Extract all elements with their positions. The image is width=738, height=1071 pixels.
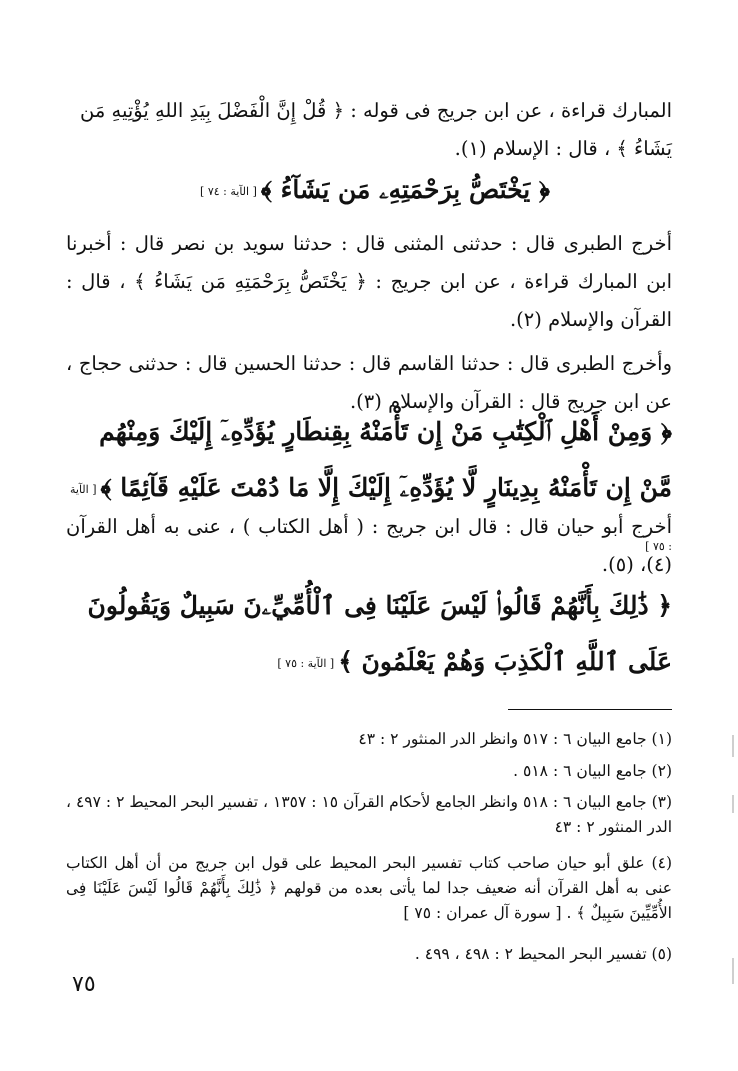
paragraph-2: أخرج الطبرى قال : حدثنى المثنى قال : حدثنا سويد بن نصر قال : أخبرنا ابن المبارك قراءة ، عن ابن جريج : ﴿ يَخْتَصُّ بِرَحْمَتِهِ مَن يَشَاءُ ﴾ ، قال : القرآن والإسلام (٢). (66, 232, 672, 331)
footnote-separator (508, 709, 672, 710)
verse-74 (190, 162, 550, 220)
verse-74-ref: [ الآية : ٧٤ ] (200, 184, 257, 198)
footnote-1: (١) جامع البيان ٦ : ٥١٧ وانظر الدر المنثور ٢ : ٤٣ (358, 730, 672, 748)
page-number: ٧٥ (72, 972, 96, 997)
scan-mark (732, 958, 734, 984)
verse-75b (66, 578, 672, 692)
paragraph-4: أخرج أبو حيان قال : قال ابن جريج : ( أهل الكتاب ) ، عنى به أهل القرآن (٤)، (٥). (66, 515, 672, 576)
footnote-3: (٣) جامع البيان ٦ : ٥١٨ وانظر الجامع لأحكام القرآن ١٥ : ١٣٥٧ ، تفسير البحر المحيط ٢ : ٤٩٧ ، الدر المنثور ٢ : ٤٣ (66, 793, 673, 836)
verse-75a-text: ﴿ وَمِنْ أَهْلِ ٱلْكِتَٰبِ مَنْ إِن تَأْمَنْهُ بِقِنطَارٍ يُؤَدِّهِۦٓ إِلَيْكَ وَمِنْهُم مَّنْ إِن تَأْمَنْهُ بِدِينَارٍ لَّا يُؤَدِّهِۦٓ إِلَيْكَ إِلَّا مَا دُمْتَ عَلَيْهِ قَآئِمًا ﴾ (99, 417, 672, 502)
verse-75a-ref: [ الآية : ٧٥ ] (69, 482, 672, 553)
footnote-4: (٤) علق أبو حيان صاحب كتاب تفسير البحر المحيط على قول ابن جريج من أن أهل الكتاب عنى به أهل القرآن أنه ضعيف جدا لما يأتى بعده من قولهم ﴿ ذَٰلِكَ بِأَنَّهُمْ قَالُوا لَيْسَ عَلَيْنَا فِى الأُمِّيِّينَ سَبِيلٌ ﴾ . [ سورة آل عمران : ٧٥ ] (66, 854, 673, 922)
footnote-5: (٥) تفسير البحر المحيط ٢ : ٤٩٨ ، ٤٩٩ . (414, 945, 672, 963)
scan-mark (732, 735, 734, 757)
verse-75b-text: ﴿ ذَٰلِكَ بِأَنَّهُمْ قَالُوا۟ لَيْسَ عَلَيْنَا فِى ٱلْأُمِّيِّۦنَ سَبِيلٌ وَيَقُولُونَ عَلَى ٱللَّهِ ٱلْكَذِبَ وَهُمْ يَعْلَمُونَ ﴾ (87, 591, 672, 676)
verse-75b-ref: [ الآية : ٧٥ ] (277, 656, 335, 670)
footnote-2: (٢) جامع البيان ٦ : ٥١٨ . (513, 762, 672, 780)
scan-mark (732, 795, 734, 813)
paragraph-3: وأخرج الطبرى قال : حدثنا القاسم قال : حدثنا الحسين قال : حدثنى حجاج ، عن ابن جريج قال : القرآن والإسلام (٣). (66, 352, 672, 413)
paragraph-1: المبارك قراءة ، عن ابن جريج فى قوله : ﴿ قُلْ إِنَّ الْفَضْلَ بِيَدِ اللهِ يُؤْتِيهِ مَن يَشَاءُ ﴾ ، قال : الإسلام (١). (80, 99, 672, 160)
verse-74-text: ﴿ يَخْتَصُّ بِرَحْمَتِهِۦ مَن يَشَآءُ ﴾ (260, 175, 550, 204)
